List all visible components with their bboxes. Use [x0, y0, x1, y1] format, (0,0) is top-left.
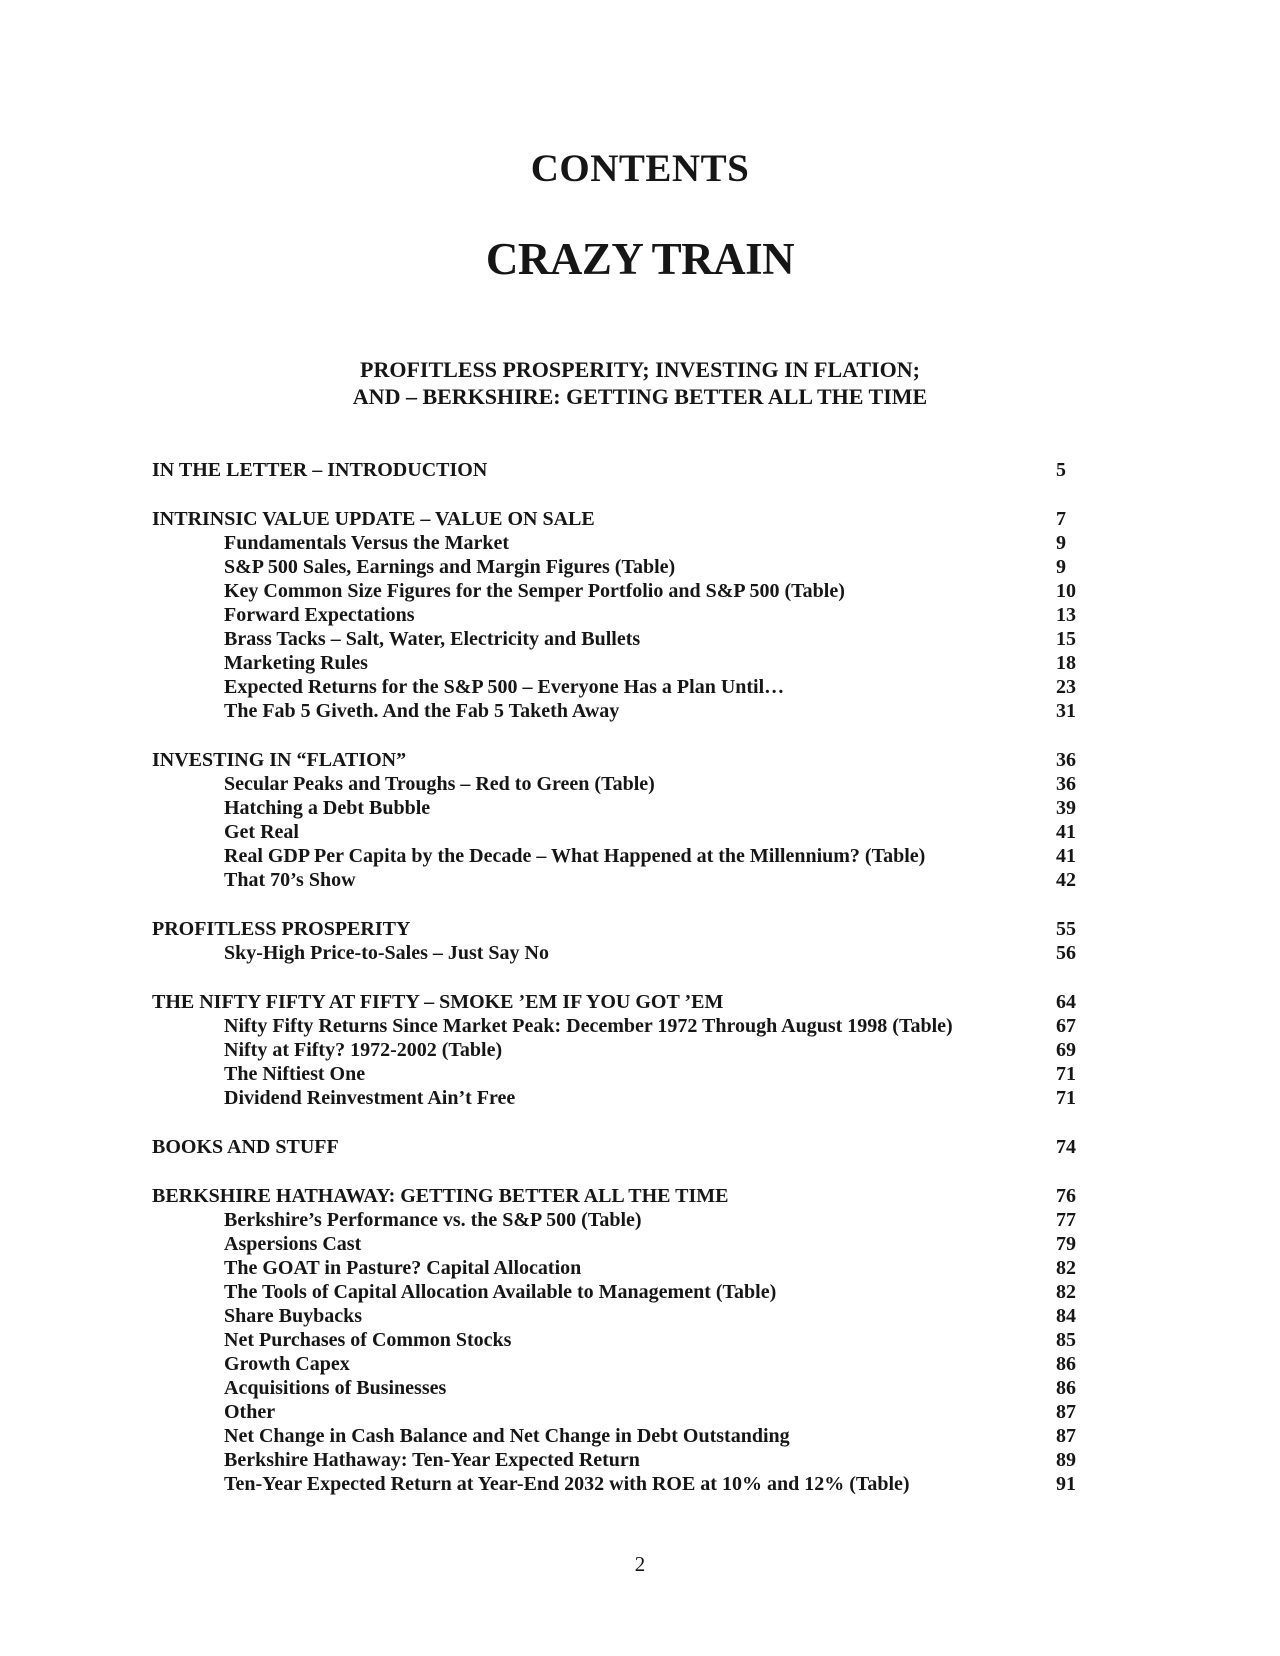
- toc-entry-page-number: 41: [1056, 821, 1076, 843]
- toc-section-page-number: 55: [1056, 918, 1076, 940]
- toc-entry-label: Net Change in Cash Balance and Net Change in Debt Outstanding: [224, 1425, 790, 1447]
- toc-entry-label: S&P 500 Sales, Earnings and Margin Figures (Table): [224, 556, 676, 578]
- toc-entry: [0, 651, 1280, 675]
- toc-entry: [0, 627, 1280, 651]
- toc-entry-page-number: 87: [1056, 1401, 1076, 1423]
- toc-entry: [0, 675, 1280, 699]
- toc-entry-page-number: 67: [1056, 1015, 1076, 1037]
- toc-entry-page-number: 82: [1056, 1281, 1076, 1303]
- toc-entry: [0, 1062, 1280, 1086]
- toc-entry: [0, 1256, 1280, 1280]
- toc-entry-page-number: 79: [1056, 1233, 1076, 1255]
- toc-entry-page-number: 77: [1056, 1209, 1076, 1231]
- toc-section: [0, 1184, 1280, 1208]
- toc-entry-label: Growth Capex: [224, 1353, 350, 1375]
- toc-entry-label: Real GDP Per Capita by the Decade – What Happened at the Millennium? (Table): [224, 845, 926, 867]
- toc-entry: [0, 1376, 1280, 1400]
- toc-entry-page-number: 31: [1056, 700, 1076, 722]
- toc-entry: [0, 844, 1280, 868]
- toc-entry: [0, 1014, 1280, 1038]
- toc-entry-page-number: 89: [1056, 1449, 1076, 1471]
- toc-entry-page-number: 91: [1056, 1473, 1076, 1495]
- toc-entry-page-number: 71: [1056, 1063, 1076, 1085]
- toc-entry-label: Other: [224, 1401, 276, 1423]
- toc-section-page-number: 64: [1056, 991, 1076, 1013]
- toc-section-label: PROFITLESS PROSPERITY: [152, 918, 411, 940]
- toc-entry-page-number: 86: [1056, 1377, 1076, 1399]
- toc-entry-label: Sky-High Price-to-Sales – Just Say No: [224, 942, 549, 964]
- toc-entry: [0, 1208, 1280, 1232]
- toc-entry-page-number: 71: [1056, 1087, 1076, 1109]
- toc-entry: [0, 1086, 1280, 1110]
- toc-entry: [0, 1472, 1280, 1496]
- toc-section: [0, 990, 1280, 1014]
- toc-entry-page-number: 18: [1056, 652, 1076, 674]
- toc-section: [0, 1135, 1280, 1159]
- toc-entry-page-number: 39: [1056, 797, 1076, 819]
- toc-entry: [0, 772, 1280, 796]
- toc-entry-label: That 70’s Show: [224, 869, 356, 891]
- toc-entry: [0, 1448, 1280, 1472]
- toc-entry-page-number: 84: [1056, 1305, 1076, 1327]
- toc-section-page-number: 76: [1056, 1185, 1076, 1207]
- toc-entry: [0, 531, 1280, 555]
- toc-section: [0, 917, 1280, 941]
- toc-entry-label: The GOAT in Pasture? Capital Allocation: [224, 1257, 582, 1279]
- table-of-contents: [0, 458, 1280, 1496]
- toc-entry-label: Acquisitions of Businesses: [224, 1377, 447, 1399]
- toc-entry-page-number: 56: [1056, 942, 1076, 964]
- toc-section-page-number: 7: [1056, 508, 1066, 530]
- toc-entry-label: Marketing Rules: [224, 652, 368, 674]
- toc-entry-label: Hatching a Debt Bubble: [224, 797, 431, 819]
- toc-section-label: IN THE LETTER – INTRODUCTION: [152, 459, 488, 481]
- toc-entry-label: Berkshire Hathaway: Ten-Year Expected Return: [224, 1449, 640, 1471]
- toc-entry-label: The Fab 5 Giveth. And the Fab 5 Taketh Away: [224, 700, 620, 722]
- toc-entry: [0, 1038, 1280, 1062]
- toc-section: [0, 458, 1280, 482]
- toc-entry-page-number: 82: [1056, 1257, 1076, 1279]
- document-tagline: [0, 357, 1280, 410]
- toc-entry-label: Net Purchases of Common Stocks: [224, 1329, 512, 1351]
- toc-entry: [0, 1424, 1280, 1448]
- toc-entry-label: Forward Expectations: [224, 604, 415, 626]
- toc-entry: [0, 699, 1280, 723]
- toc-entry-page-number: 41: [1056, 845, 1076, 867]
- toc-section: [0, 748, 1280, 772]
- toc-entry-label: Expected Returns for the S&P 500 – Everyone Has a Plan Until…: [224, 676, 785, 698]
- toc-entry: [0, 1280, 1280, 1304]
- toc-entry: [0, 796, 1280, 820]
- toc-entry-label: Berkshire’s Performance vs. the S&P 500 (Table): [224, 1209, 642, 1231]
- toc-entry: [0, 603, 1280, 627]
- toc-entry: [0, 555, 1280, 579]
- toc-entry-label: The Niftiest One: [224, 1063, 366, 1085]
- toc-entry-page-number: 15: [1056, 628, 1076, 650]
- toc-entry-label: Dividend Reinvestment Ain’t Free: [224, 1087, 516, 1109]
- toc-entry-label: The Tools of Capital Allocation Available to Management (Table): [224, 1281, 777, 1303]
- toc-entry-label: Fundamentals Versus the Market: [224, 532, 510, 554]
- toc-entry-label: Key Common Size Figures for the Semper Portfolio and S&P 500 (Table): [224, 580, 845, 602]
- toc-entry-page-number: 85: [1056, 1329, 1076, 1351]
- toc-entry-page-number: 9: [1056, 556, 1066, 578]
- toc-entry: [0, 1352, 1280, 1376]
- contents-title: CONTENTS: [530, 147, 750, 190]
- toc-entry: [0, 579, 1280, 603]
- tagline-line-1: PROFITLESS PROSPERITY; INVESTING IN FLATION;: [360, 357, 920, 382]
- toc-section-label: INVESTING IN “FLATION”: [152, 749, 407, 771]
- toc-entry: [0, 868, 1280, 892]
- toc-entry-label: Get Real: [224, 821, 299, 843]
- toc-entry-label: Nifty at Fifty? 1972-2002 (Table): [224, 1039, 503, 1061]
- toc-entry-page-number: 87: [1056, 1425, 1076, 1447]
- toc-entry-page-number: 10: [1056, 580, 1076, 602]
- toc-entry: [0, 1304, 1280, 1328]
- toc-entry-page-number: 36: [1056, 773, 1076, 795]
- toc-entry-page-number: 86: [1056, 1353, 1076, 1375]
- toc-section-page-number: 36: [1056, 749, 1076, 771]
- toc-section-label: THE NIFTY FIFTY AT FIFTY – SMOKE ’EM IF YOU GOT ’EM: [152, 991, 724, 1013]
- tagline-line-2: AND – BERKSHIRE: GETTING BETTER ALL THE TIME: [352, 383, 928, 409]
- toc-entry-page-number: 13: [1056, 604, 1076, 626]
- footer-page-number: 2: [634, 1552, 646, 1576]
- toc-section-page-number: 5: [1056, 459, 1066, 481]
- toc-entry-label: Aspersions Cast: [224, 1233, 362, 1255]
- toc-section: [0, 507, 1280, 531]
- toc-section-page-number: 74: [1056, 1136, 1076, 1158]
- document-main-title: CRAZY TRAIN: [485, 234, 795, 284]
- toc-entry-label: Nifty Fifty Returns Since Market Peak: December 1972 Through August 1998 (Table): [224, 1015, 953, 1037]
- toc-entry-page-number: 23: [1056, 676, 1076, 698]
- toc-section-label: BOOKS AND STUFF: [152, 1136, 339, 1158]
- toc-entry-page-number: 42: [1056, 869, 1076, 891]
- toc-section-label: BERKSHIRE HATHAWAY: GETTING BETTER ALL THE TIME: [152, 1185, 729, 1207]
- toc-entry: [0, 1232, 1280, 1256]
- toc-entry: [0, 941, 1280, 965]
- toc-entry-label: Share Buybacks: [224, 1305, 363, 1327]
- toc-entry: [0, 820, 1280, 844]
- toc-entry-label: Brass Tacks – Salt, Water, Electricity and Bullets: [224, 628, 641, 650]
- toc-entry-page-number: 69: [1056, 1039, 1076, 1061]
- toc-section-label: INTRINSIC VALUE UPDATE – VALUE ON SALE: [152, 508, 595, 530]
- toc-entry-label: Secular Peaks and Troughs – Red to Green (Table): [224, 773, 655, 795]
- toc-entry-page-number: 9: [1056, 532, 1066, 554]
- toc-entry: [0, 1400, 1280, 1424]
- toc-entry: [0, 1328, 1280, 1352]
- toc-entry-label: Ten-Year Expected Return at Year-End 2032 with ROE at 10% and 12% (Table): [224, 1473, 910, 1495]
